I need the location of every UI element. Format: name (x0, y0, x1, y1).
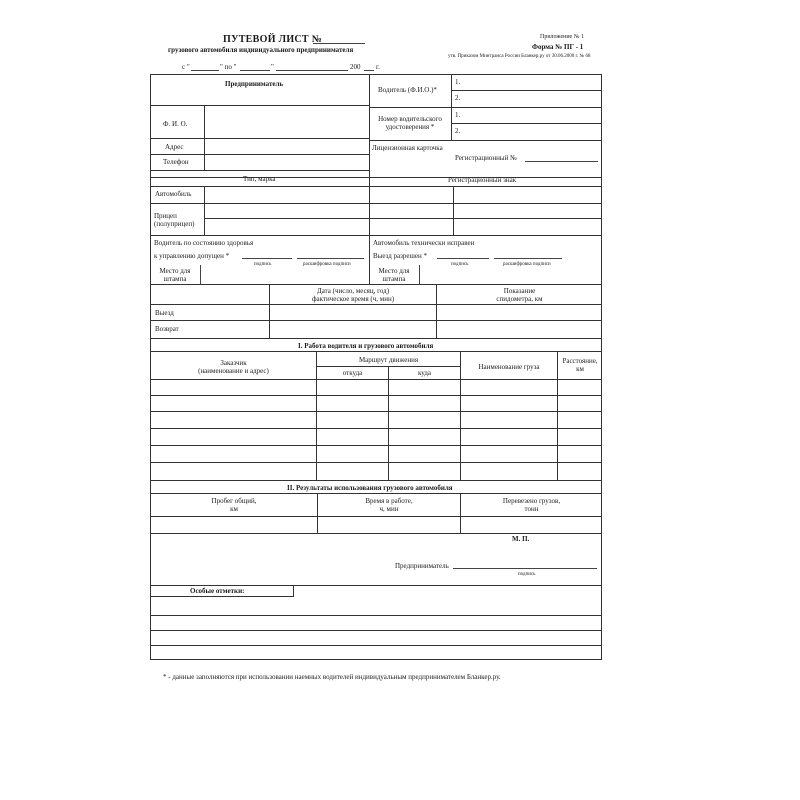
driver-num-1: 1. (455, 78, 461, 86)
reg-number-label: Регистрационный № (455, 154, 517, 162)
work-time-heading-line: ч, мин (379, 505, 399, 513)
divider (150, 379, 602, 380)
route-heading: Маршрут движения (358, 356, 419, 364)
date-time-heading-line: фактическое время (ч, мин) (311, 295, 395, 303)
notes-line (150, 615, 602, 616)
phone-field[interactable] (205, 155, 368, 169)
license-card-label: Лицензионная карточка (372, 144, 443, 152)
cargo-moved-heading-line: Перевезено грузов, (502, 497, 561, 505)
period-year-suffix: г. (376, 63, 380, 71)
customer-heading-line: Заказчик (220, 359, 247, 367)
approval-note: утв. Приказом Минтранса России Бланкер.ру от 30.06.2000 г. № 68 (448, 54, 591, 59)
divider (150, 585, 602, 586)
distance-heading-line: км (576, 365, 584, 373)
divider (150, 235, 602, 236)
notes-line (150, 630, 602, 631)
period-day-to-field[interactable] (240, 70, 270, 71)
divider (150, 596, 293, 597)
table-row (150, 480, 602, 481)
work-time-heading (318, 497, 460, 513)
work-time-heading-line: Время в работе, (365, 497, 413, 505)
divider (452, 123, 602, 124)
cargo-moved-heading (461, 497, 602, 513)
notes-line (150, 645, 602, 646)
license-label-line: удостоверения * (385, 123, 435, 131)
divider (204, 186, 205, 235)
license-num-1: 1. (455, 111, 461, 119)
medic-decoding-caption: расшифровка подписи (303, 262, 351, 267)
appendix-label: Приложение № 1 (540, 34, 584, 40)
exit-label: Выезд (155, 309, 174, 317)
stamp-label-line: Место для (378, 267, 410, 275)
trailer-label-line: Прицеп (154, 212, 177, 220)
form-title: ПУТЕВОЙ ЛИСТ № (223, 34, 323, 45)
mileage-heading-line: км (230, 505, 238, 513)
table-row (150, 428, 602, 429)
mileage-heading-line: Пробег общий, (211, 497, 257, 505)
route-to-heading: куда (417, 369, 432, 377)
period-day-from-field[interactable] (191, 70, 219, 71)
mechanic-decoding-caption: расшифровка подписи (503, 262, 551, 267)
stamp-label-line: штампа (163, 275, 187, 283)
reg-number-field[interactable] (525, 161, 598, 162)
cargo-heading: Наименование груза (478, 363, 540, 371)
phone-label: Телефон (163, 158, 189, 166)
exit-allowed-label: Выезд разрешен * (373, 252, 427, 260)
mileage-heading (151, 497, 317, 513)
entrepreneur-signature-label: Предприниматель (395, 562, 449, 570)
divider (150, 304, 602, 305)
divider (150, 493, 602, 494)
divider (150, 177, 602, 178)
address-field[interactable] (205, 139, 368, 153)
divider (452, 90, 602, 91)
divider (369, 177, 370, 235)
type-brand-heading: Тип, марка (243, 175, 276, 183)
form-subtitle: грузового автомобиля индивидуального предпринимателя (168, 46, 354, 54)
medic-decoding-field[interactable] (297, 258, 364, 259)
date-time-heading-line: Дата (число, месяц, год) (316, 287, 390, 295)
section-2-title: II. Результаты использования грузового автомобиля (287, 484, 453, 492)
speedometer-heading-line: Показание (503, 287, 536, 295)
mechanic-signature-caption: подпись (451, 262, 469, 267)
period-year-prefix: 200 (350, 63, 361, 71)
divider (369, 140, 602, 141)
medic-stamp-label (152, 267, 198, 283)
trailer-label-line: (полуприцеп) (154, 220, 195, 228)
form-number-field[interactable] (313, 43, 365, 44)
divider (150, 186, 602, 187)
entrepreneur-heading: Предприниматель (225, 80, 284, 88)
form-code: Форма № ПГ - 1 (532, 43, 584, 51)
divider (204, 218, 602, 219)
divider (369, 107, 602, 108)
license-num-2: 2. (455, 127, 461, 135)
return-label: Возврат (155, 325, 179, 333)
address-label: Адрес (165, 143, 184, 151)
car-label: Автомобиль (155, 190, 192, 198)
driver-label: Водитель (Ф.И.О.)* (378, 86, 437, 94)
car-ok-label: Автомобиль технически исправен (373, 239, 475, 247)
date-time-heading (270, 287, 436, 303)
license-label (370, 115, 450, 131)
admitted-label: к управлению допущен * (154, 252, 230, 260)
distance-heading (558, 357, 602, 373)
period-month-field[interactable] (276, 70, 348, 71)
period-quote: " (271, 63, 274, 71)
period-from-prefix: с " (182, 63, 190, 71)
divider (293, 585, 294, 597)
speedometer-heading (437, 287, 602, 303)
entrepreneur-signature-caption: подпись (518, 572, 536, 577)
driver-health-label: Водитель по состоянию здоровья (154, 239, 254, 247)
medic-signature-caption: подпись (254, 262, 272, 267)
divider (150, 170, 369, 171)
license-label-line: Номер водительского (378, 115, 442, 123)
trailer-label (154, 212, 194, 228)
divider (150, 338, 602, 339)
route-from-heading: откуда (342, 369, 363, 377)
driver-num-2: 2. (455, 94, 461, 102)
section-1-title: I. Работа водителя и грузового автомобиля (298, 342, 434, 350)
cargo-moved-heading-line: тонн (524, 505, 539, 513)
table-row (150, 411, 602, 412)
fio-label: Ф. И. О. (163, 120, 188, 128)
customer-heading-line: (наименование и адрес) (198, 367, 269, 375)
customer-heading (151, 359, 316, 375)
mechanic-signature-field[interactable] (437, 258, 489, 259)
period-to-prefix: " по " (220, 63, 237, 71)
divider (150, 203, 602, 204)
reg-sign-heading: Регистрационный знак (448, 176, 517, 184)
table-row (150, 445, 602, 446)
distance-heading-line: Расстояние, (562, 357, 598, 365)
divider (150, 351, 602, 352)
stamp-label-line: Место для (159, 267, 191, 275)
period-year-field[interactable] (364, 70, 374, 71)
stamp-label-line: штампа (382, 275, 406, 283)
footnote: * - данные заполняются при использовании наемных водителей индивидуальным предпринимателем Бланкер.ру. (163, 673, 501, 681)
medic-signature-field[interactable] (242, 258, 292, 259)
divider (150, 533, 602, 534)
table-row (150, 462, 602, 463)
divider (453, 186, 454, 235)
table-row (150, 395, 602, 396)
divider (150, 516, 602, 517)
mechanic-stamp-label (371, 267, 417, 283)
mechanic-decoding-field[interactable] (494, 258, 562, 259)
entrepreneur-signature-field[interactable] (453, 568, 597, 569)
special-notes-label: Особые отметки: (190, 587, 245, 595)
fio-field[interactable] (205, 106, 368, 137)
divider (150, 284, 602, 285)
speedometer-heading-line: спидометра, км (496, 295, 543, 303)
divider (150, 320, 602, 321)
seal-place-label: М. П. (512, 535, 530, 543)
